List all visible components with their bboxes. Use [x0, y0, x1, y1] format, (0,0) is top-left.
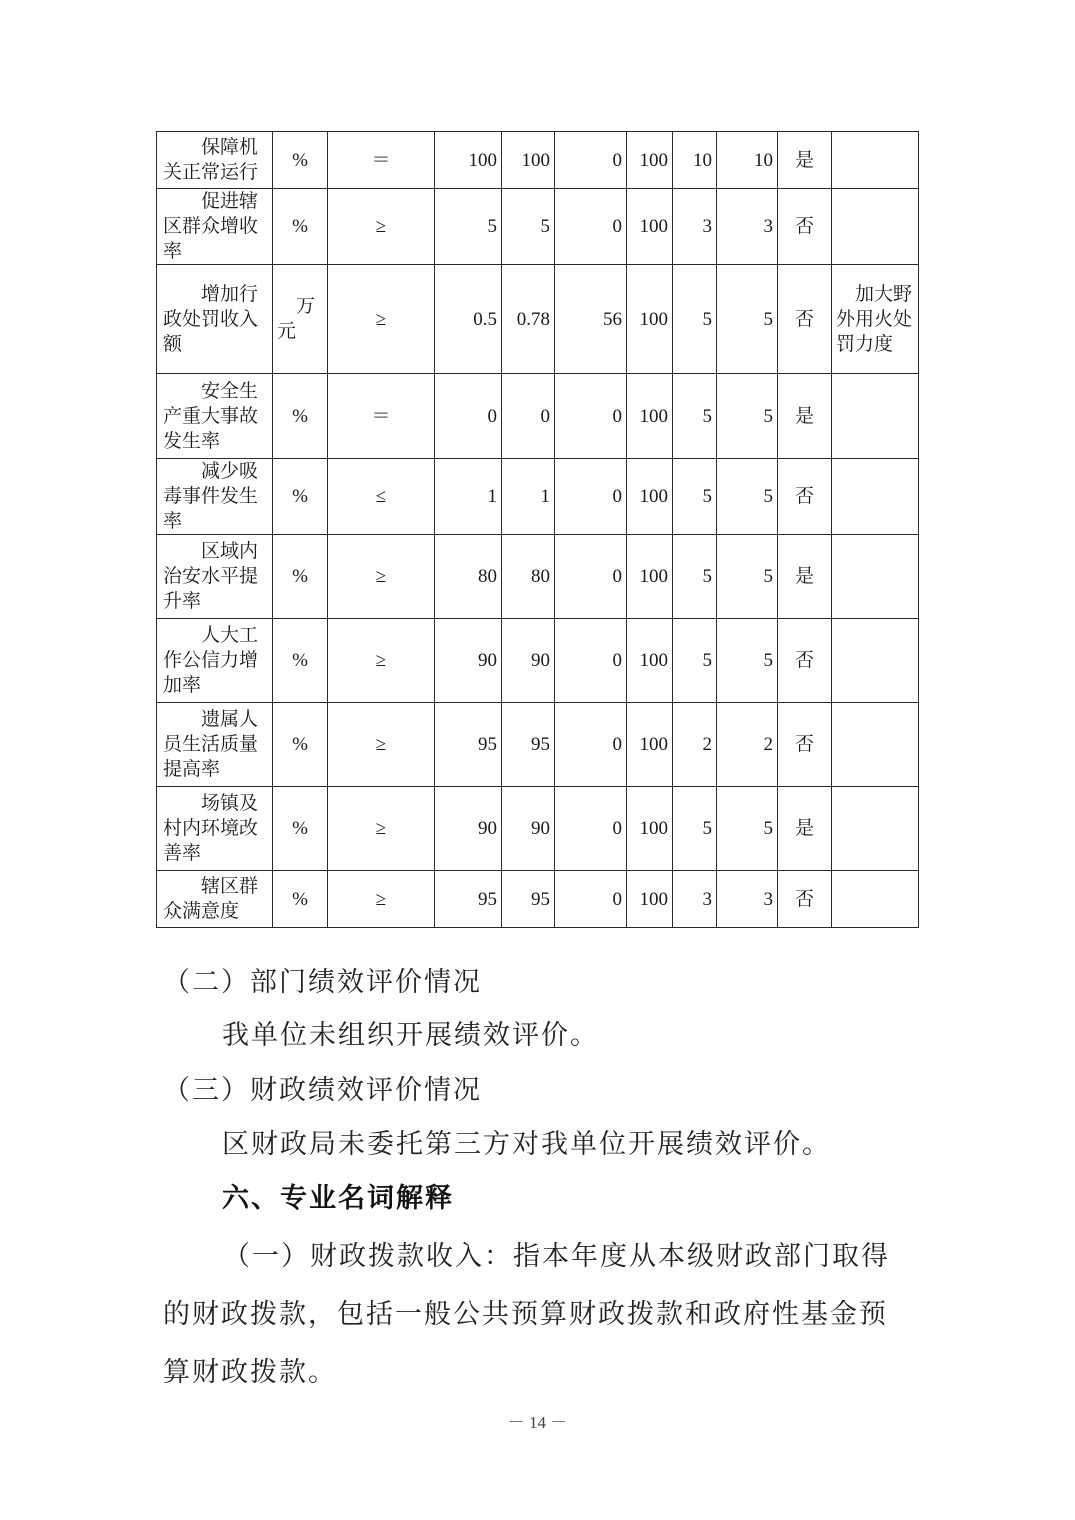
table-row	[157, 132, 919, 189]
cell-operator: ≥	[328, 871, 435, 928]
cell-indicator-name: 促进辖区群众增收率	[157, 189, 273, 265]
cell-indicator-name: 区域内治安水平提升率	[157, 535, 273, 619]
cell-weight-value: 100	[627, 374, 673, 459]
cell-target-value: 0.5	[435, 265, 502, 374]
cell-max-score: 5	[673, 787, 717, 871]
cell-target-value: 95	[435, 703, 502, 787]
cell-operator: ≥	[328, 189, 435, 265]
glossary-heading: 六、专业名词解释	[222, 1183, 454, 1214]
cell-operator: ≥	[328, 703, 435, 787]
page-number: － 14 －	[507, 1413, 568, 1432]
cell-weight-value: 100	[627, 265, 673, 374]
cell-actual-value: 95	[502, 703, 555, 787]
dept-eval-text: 我单位未组织开展绩效评价。	[222, 1020, 599, 1051]
cell-score: 5	[717, 787, 778, 871]
cell-max-score: 5	[673, 265, 717, 374]
cell-flag: 否	[778, 619, 832, 703]
cell-unit: %	[273, 787, 328, 871]
cell-score: 3	[717, 871, 778, 928]
cell-deviation-value: 0	[555, 459, 627, 535]
cell-score: 3	[717, 189, 778, 265]
cell-operator: ≥	[328, 265, 435, 374]
cell-flag: 是	[778, 132, 832, 189]
cell-target-value: 90	[435, 619, 502, 703]
cell-target-value: 95	[435, 871, 502, 928]
cell-unit: %	[273, 619, 328, 703]
table-row	[157, 787, 919, 871]
fin-eval-text: 区财政局未委托第三方对我单位开展绩效评价。	[222, 1129, 831, 1160]
cell-score: 5	[717, 374, 778, 459]
cell-indicator-name: 安全生产重大事故发生率	[157, 374, 273, 459]
cell-weight-value: 100	[627, 535, 673, 619]
cell-weight-value: 100	[627, 871, 673, 928]
table-row	[157, 189, 919, 265]
cell-max-score: 3	[673, 871, 717, 928]
table-row	[157, 535, 919, 619]
cell-flag: 是	[778, 535, 832, 619]
cell-note	[832, 619, 919, 703]
cell-unit: %	[273, 374, 328, 459]
cell-target-value: 1	[435, 459, 502, 535]
glossary-item-1: （一）财政拨款收入：指本年度从本级财政部门取得的财政拨款，包括一般公共预算财政拨款和政府性基金预算财政拨款。	[163, 1241, 890, 1388]
cell-deviation-value: 0	[555, 374, 627, 459]
cell-indicator-name: 遗属人员生活质量提高率	[157, 703, 273, 787]
cell-indicator-name: 增加行政处罚收入额	[157, 265, 273, 374]
cell-deviation-value: 56	[555, 265, 627, 374]
cell-deviation-value: 0	[555, 189, 627, 265]
performance-indicator-table	[156, 131, 919, 928]
cell-target-value: 5	[435, 189, 502, 265]
cell-unit: %	[273, 132, 328, 189]
table-row	[157, 703, 919, 787]
cell-deviation-value: 0	[555, 787, 627, 871]
cell-max-score: 2	[673, 703, 717, 787]
cell-score: 5	[717, 619, 778, 703]
cell-max-score: 3	[673, 189, 717, 265]
cell-weight-value: 100	[627, 189, 673, 265]
cell-operator: ≥	[328, 535, 435, 619]
cell-flag: 是	[778, 787, 832, 871]
cell-max-score: 5	[673, 374, 717, 459]
cell-note	[832, 189, 919, 265]
cell-actual-value: 1	[502, 459, 555, 535]
cell-target-value: 0	[435, 374, 502, 459]
cell-actual-value: 0	[502, 374, 555, 459]
cell-weight-value: 100	[627, 703, 673, 787]
cell-actual-value: 5	[502, 189, 555, 265]
cell-score: 5	[717, 535, 778, 619]
cell-target-value: 80	[435, 535, 502, 619]
cell-indicator-name: 人大工作公信力增加率	[157, 619, 273, 703]
cell-indicator-name: 减少吸毒事件发生率	[157, 459, 273, 535]
cell-note	[832, 871, 919, 928]
cell-operator: ≥	[328, 619, 435, 703]
cell-operator: ＝	[328, 132, 435, 189]
cell-max-score: 5	[673, 619, 717, 703]
cell-weight-value: 100	[627, 619, 673, 703]
cell-max-score: 5	[673, 459, 717, 535]
cell-note	[832, 787, 919, 871]
cell-operator: ≥	[328, 787, 435, 871]
dept-eval-heading: （二）部门绩效评价情况	[163, 967, 482, 998]
cell-score: 5	[717, 459, 778, 535]
cell-flag: 否	[778, 703, 832, 787]
fin-eval-heading: （三）财政绩效评价情况	[163, 1075, 482, 1106]
cell-target-value: 100	[435, 132, 502, 189]
cell-unit: %	[273, 459, 328, 535]
cell-deviation-value: 0	[555, 703, 627, 787]
table-row	[157, 459, 919, 535]
table-row	[157, 265, 919, 374]
cell-indicator-name: 保障机关正常运行	[157, 132, 273, 189]
table-row	[157, 871, 919, 928]
cell-deviation-value: 0	[555, 535, 627, 619]
cell-max-score: 10	[673, 132, 717, 189]
cell-actual-value: 90	[502, 619, 555, 703]
cell-note: 加大野外用火处罚力度	[832, 265, 919, 374]
cell-unit: %	[273, 871, 328, 928]
cell-actual-value: 95	[502, 871, 555, 928]
cell-actual-value: 0.78	[502, 265, 555, 374]
cell-flag: 否	[778, 189, 832, 265]
cell-note	[832, 703, 919, 787]
cell-indicator-name: 场镇及村内环境改善率	[157, 787, 273, 871]
cell-actual-value: 100	[502, 132, 555, 189]
cell-operator: ≤	[328, 459, 435, 535]
cell-flag: 否	[778, 459, 832, 535]
cell-score: 10	[717, 132, 778, 189]
table-row	[157, 374, 919, 459]
cell-deviation-value: 0	[555, 132, 627, 189]
cell-unit: 万元	[273, 265, 328, 374]
cell-flag: 否	[778, 265, 832, 374]
cell-max-score: 5	[673, 535, 717, 619]
cell-score: 5	[717, 265, 778, 374]
cell-target-value: 90	[435, 787, 502, 871]
cell-note	[832, 374, 919, 459]
cell-flag: 是	[778, 374, 832, 459]
cell-weight-value: 100	[627, 459, 673, 535]
cell-operator: ＝	[328, 374, 435, 459]
cell-flag: 否	[778, 871, 832, 928]
cell-actual-value: 90	[502, 787, 555, 871]
cell-score: 2	[717, 703, 778, 787]
cell-deviation-value: 0	[555, 871, 627, 928]
cell-weight-value: 100	[627, 132, 673, 189]
cell-unit: %	[273, 535, 328, 619]
cell-note	[832, 535, 919, 619]
cell-note	[832, 459, 919, 535]
cell-unit: %	[273, 189, 328, 265]
cell-indicator-name: 辖区群众满意度	[157, 871, 273, 928]
table-row	[157, 619, 919, 703]
cell-note	[832, 132, 919, 189]
cell-deviation-value: 0	[555, 619, 627, 703]
cell-actual-value: 80	[502, 535, 555, 619]
cell-unit: %	[273, 703, 328, 787]
cell-weight-value: 100	[627, 787, 673, 871]
